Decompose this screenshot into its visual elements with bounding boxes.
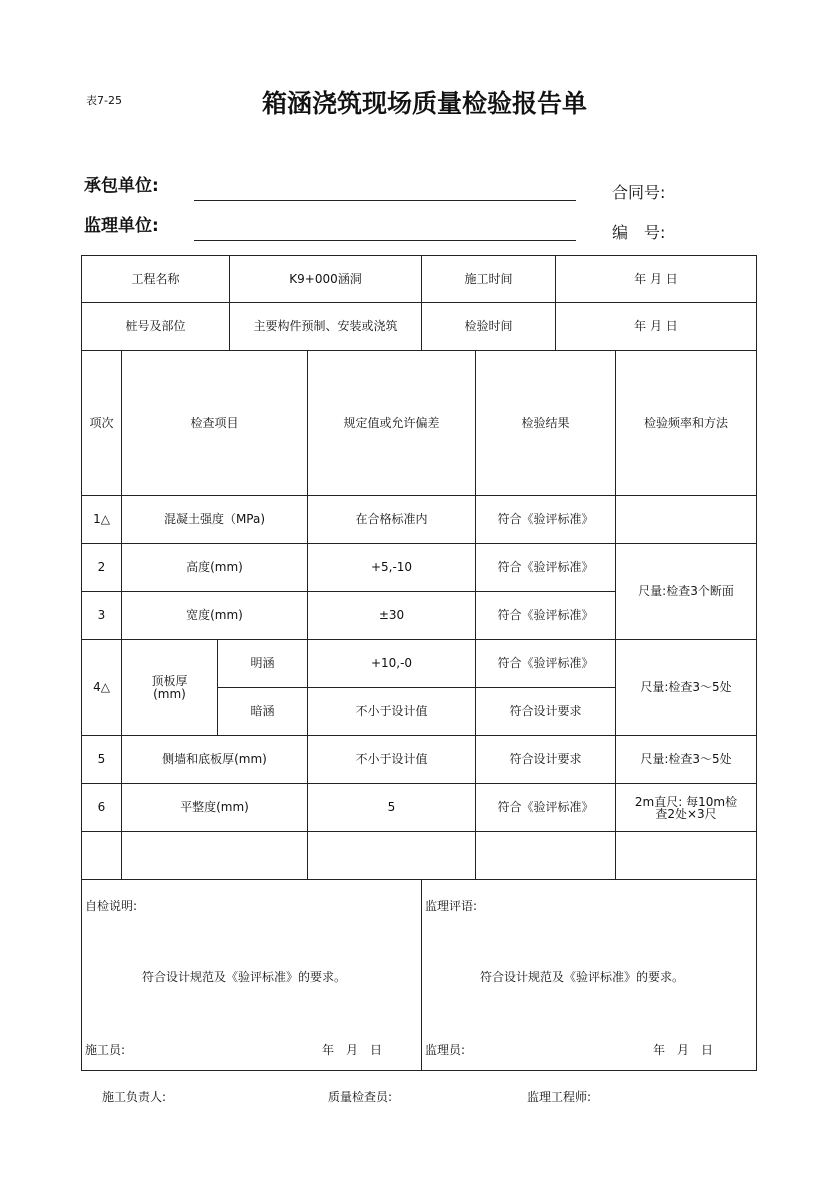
row-result: 符合设计要求 <box>475 735 616 784</box>
station: 主要构件预制、安装或浇筑 <box>229 302 422 351</box>
row-result: 符合《验评标准》 <box>475 639 616 688</box>
row-method <box>615 495 757 544</box>
self-check-label: 自检说明: <box>85 899 138 913</box>
serial-no-label: 编 号: <box>612 223 666 242</box>
row-no: 3 <box>81 591 122 640</box>
supervising-engineer-label: 监理工程师: <box>527 1090 592 1104</box>
contract-no-label: 合同号: <box>612 183 666 202</box>
row-no: 6 <box>81 783 122 832</box>
row-spec: +10,-0 <box>307 639 476 688</box>
row-method: 尺量:检查3个断面 <box>615 543 757 640</box>
row-item: 高度(mm) <box>121 543 308 592</box>
construction-lead-label: 施工负责人: <box>102 1090 167 1104</box>
project-name: K9+000涵洞 <box>229 255 422 303</box>
row-item: 侧墙和底板厚(mm) <box>121 735 308 784</box>
col-header-item: 检查项目 <box>121 350 308 496</box>
construction-time: 年 月 日 <box>555 255 757 303</box>
row-item: 宽度(mm) <box>121 591 308 640</box>
col-header-result: 检验结果 <box>475 350 616 496</box>
row-item: 混凝土强度（MPa) <box>121 495 308 544</box>
construction-time-label: 施工时间 <box>421 255 556 303</box>
row-result: 符合《验评标准》 <box>475 591 616 640</box>
inspection-time-label: 检验时间 <box>421 302 556 351</box>
self-check-text: 符合设计规范及《验评标准》的要求。 <box>142 970 347 984</box>
contractor-field[interactable] <box>194 200 576 201</box>
row-no: 1△ <box>81 495 122 544</box>
row-result: 符合《验评标准》 <box>475 543 616 592</box>
inspection-time: 年 月 日 <box>555 302 757 351</box>
quality-inspector-label: 质量检查员: <box>328 1090 393 1104</box>
builder-date: 年 月 日 <box>322 1043 383 1057</box>
col-header-method: 检验频率和方法 <box>615 350 757 496</box>
row-spec: +5,-10 <box>307 543 476 592</box>
col-header-no: 项次 <box>81 350 122 496</box>
row-result: 符合《验评标准》 <box>475 783 616 832</box>
row-no: 2 <box>81 543 122 592</box>
contractor-label: 承包单位: <box>84 176 159 196</box>
row-spec: 不小于设计值 <box>307 735 476 784</box>
row-method: 尺量:检查3～5处 <box>615 735 757 784</box>
row-method: 尺量:检查3～5处 <box>615 639 757 736</box>
row-result: 符合《验评标准》 <box>475 495 616 544</box>
row-spec: 5 <box>307 783 476 832</box>
row-no: 4△ <box>81 639 122 736</box>
form-code: 表7-25 <box>86 94 122 107</box>
row-spec: 在合格标准内 <box>307 495 476 544</box>
row-item: 平整度(mm) <box>121 783 308 832</box>
row-subitem: 暗涵 <box>217 687 308 736</box>
row-no: 5 <box>81 735 122 784</box>
empty-cell <box>615 831 757 880</box>
row-method: 2m直尺: 每10m检查2处×3尺 <box>615 783 757 832</box>
col-header-spec: 规定值或允许偏差 <box>307 350 476 496</box>
supervisor-field[interactable] <box>194 240 576 241</box>
supervisor-date: 年 月 日 <box>653 1043 714 1057</box>
supervisor-comment-text: 符合设计规范及《验评标准》的要求。 <box>480 970 685 984</box>
row-subitem: 明涵 <box>217 639 308 688</box>
row-spec: ±30 <box>307 591 476 640</box>
page-title: 箱涵浇筑现场质量检验报告单 <box>262 89 588 118</box>
station-label: 桩号及部位 <box>81 302 230 351</box>
empty-cell <box>475 831 616 880</box>
empty-cell <box>81 831 122 880</box>
empty-cell <box>307 831 476 880</box>
row-result: 符合设计要求 <box>475 687 616 736</box>
supervisor-label: 监理单位: <box>84 216 159 236</box>
builder-label: 施工员: <box>85 1043 126 1057</box>
empty-cell <box>121 831 308 880</box>
supervisor-comment-label: 监理评语: <box>425 899 478 913</box>
row-spec: 不小于设计值 <box>307 687 476 736</box>
supervisor-person-label: 监理员: <box>425 1043 466 1057</box>
project-name-label: 工程名称 <box>81 255 230 303</box>
row-item: 顶板厚(mm) <box>121 639 218 736</box>
